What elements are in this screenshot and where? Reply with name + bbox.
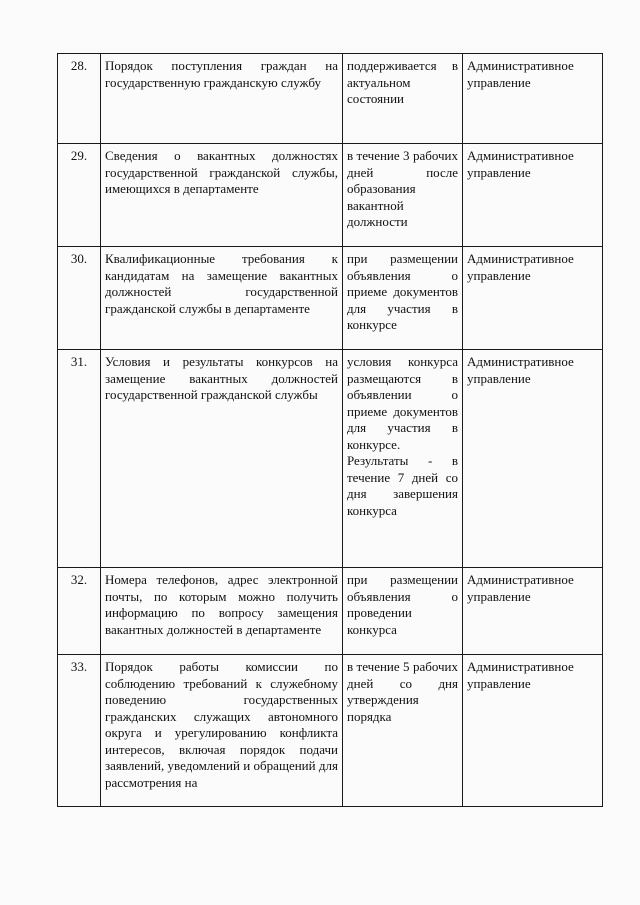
row-term: поддерживается в актуальном состоянии [343,54,463,144]
row-description: Номера телефонов, адрес электронной почты, по которым можно получить информацию по вопросу замещения вакантных должностей в департаменте [101,568,343,655]
row-responsible: Административное управление [463,350,603,568]
row-term: при размещении объявления о приеме документов для участия в конкурсе [343,247,463,350]
row-description: Порядок работы комиссии по соблюдению требований к служебному поведению государственных гражданских служащих автономного округа и урегулированию конфликта интересов, включая порядок подачи заявлений, уведомлений и обращений для рассмотрения на [101,655,343,807]
row-responsible: Административное управление [463,568,603,655]
row-term: в течение 3 рабочих дней после образования вакантной должности [343,144,463,247]
row-number: 33. [58,655,101,807]
table-row [58,350,603,568]
row-number: 31. [58,350,101,568]
table-row [58,54,603,144]
row-responsible: Административное управление [463,247,603,350]
row-number: 28. [58,54,101,144]
row-responsible: Административное управление [463,144,603,247]
row-description: Условия и результаты конкурсов на замещение вакантных должностей государственной гражданской службы [101,350,343,568]
row-description: Квалификационные требования к кандидатам на замещение вакантных должностей государственной гражданской службы в департаменте [101,247,343,350]
row-responsible: Административное управление [463,54,603,144]
row-description: Сведения о вакантных должностях государственной гражданской службы, имеющихся в департаменте [101,144,343,247]
row-term: при размещении объявления о проведении конкурса [343,568,463,655]
table-row [58,144,603,247]
table-row [58,568,603,655]
table-row [58,247,603,350]
row-number: 30. [58,247,101,350]
row-term: в течение 5 рабочих дней со дня утверждения порядка [343,655,463,807]
row-responsible: Административное управление [463,655,603,807]
row-number: 29. [58,144,101,247]
row-description: Порядок поступления граждан на государственную гражданскую службу [101,54,343,144]
table-row [58,655,603,807]
row-number: 32. [58,568,101,655]
disclosure-table [57,53,603,807]
row-term: условия конкурса размещаются в объявлении о приеме документов для участия в конкурсе. Результаты - в течение 7 дней со дня завершения конкурса [343,350,463,568]
